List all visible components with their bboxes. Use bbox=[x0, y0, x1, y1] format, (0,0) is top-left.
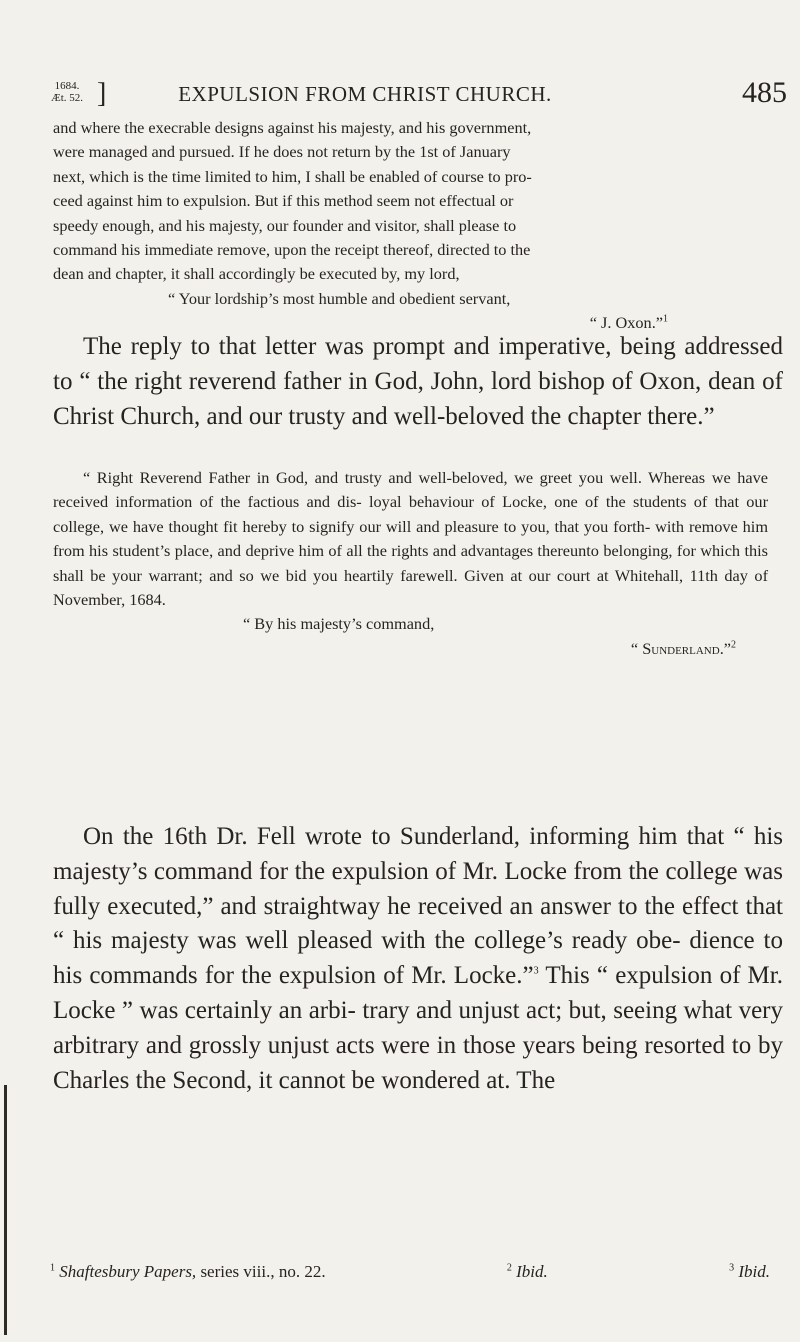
paragraph-text bbox=[53, 820, 783, 1098]
text-line: speedy enough, and his majesty, our founder and visitor, shall please to bbox=[53, 215, 517, 235]
signature-name: “ Sunderland.” bbox=[630, 638, 731, 658]
closing-line: “ Your lordship’s most humble and obedient servant, bbox=[168, 288, 511, 308]
footnote-source: Ibid. bbox=[516, 1262, 548, 1281]
body-paragraph bbox=[53, 330, 783, 434]
text-line: next, which is the time limited to him, I shall be enabled of course to pro- bbox=[53, 166, 532, 186]
footnote bbox=[729, 1262, 770, 1282]
footnote-source: Shaftesbury Papers, bbox=[59, 1262, 197, 1281]
closing-line: “ By his majesty’s command, bbox=[243, 614, 435, 634]
footnote-marker: 2 bbox=[731, 639, 736, 651]
footnotes bbox=[50, 1262, 770, 1282]
royal-letter bbox=[53, 466, 768, 661]
footnote-number: 2 bbox=[506, 1262, 512, 1274]
body-paragraph bbox=[53, 820, 783, 1098]
text-line: command his immediate remove, upon the receipt thereof, directed to the bbox=[53, 240, 531, 260]
footnote-marker: 3 bbox=[533, 965, 539, 977]
bracket-mark: ] bbox=[97, 78, 107, 109]
running-header bbox=[37, 76, 787, 120]
text-line: and where the execrable designs against his majesty, and his government, bbox=[53, 118, 532, 137]
footnote bbox=[507, 1262, 548, 1282]
footnote bbox=[50, 1262, 326, 1282]
footnote-source: Ibid. bbox=[738, 1262, 770, 1281]
page-number: 485 bbox=[742, 76, 787, 109]
margin-age: Æt. 52. bbox=[50, 92, 84, 104]
footnote-marker: 1 bbox=[663, 313, 668, 325]
margin-year: 1684. bbox=[54, 80, 80, 92]
footnote-number: 1 bbox=[50, 1262, 55, 1274]
page-title: EXPULSION FROM CHRIST CHURCH. bbox=[178, 82, 552, 106]
signature-name: “ J. Oxon.” bbox=[589, 313, 663, 333]
text-line: were managed and pursued. If he does not return by the 1st of January bbox=[53, 142, 511, 162]
footnote-number: 3 bbox=[729, 1262, 735, 1274]
letter-text: “ Right Reverend Father in God, and trusty and well-beloved, we greet you well. Whereas we have received information of the factious and dis- loyal behaviour of Locke, one of the students of that our college, we have thought fit hereby to signify our will and pleasure to you, that you forth- with remove him from his student’s place, and deprive him of all the rights and advantages thereunto belonging, for which this shall be your warrant; and so we bid you heartily farewell. Given at our court at Whitehall, 11th day of November, 1684. bbox=[53, 468, 768, 610]
page-edge-mark bbox=[4, 1085, 7, 1335]
paragraph-text-a: On the 16th Dr. Fell wrote to Sunderland, informing him that “ his majesty’s command for the expulsion of Mr. Locke from the college was fully executed,” and straightway he received an answer to the effect that “ his majesty was well pleased with the college’s ready obe- dience to his commands for the expulsion of Mr. Locke.” bbox=[53, 823, 783, 990]
signature bbox=[53, 637, 768, 661]
letter-continuation bbox=[53, 116, 768, 336]
paragraph-text: The reply to that letter was prompt and imperative, being addressed to “ the right reverend father in God, John, lord bishop of Oxon, dean of Christ Church, and our trusty and well-beloved the chapter there.” bbox=[53, 333, 783, 430]
text-line: dean and chapter, it shall accordingly be executed by, my lord, bbox=[53, 264, 460, 284]
text-line: ceed against him to expulsion. But if this method seem not effectual or bbox=[53, 191, 514, 211]
paragraph-text-b: This “ expulsion of Mr. Locke ” was certainly an arbi- trary and unjust act; but, seeing what very arbitrary and grossly unjust acts were in those years being resorted to by Charles the Second, it cannot be wondered at. The bbox=[53, 962, 783, 1094]
footnote-detail: series viii., no. 22. bbox=[196, 1262, 326, 1281]
